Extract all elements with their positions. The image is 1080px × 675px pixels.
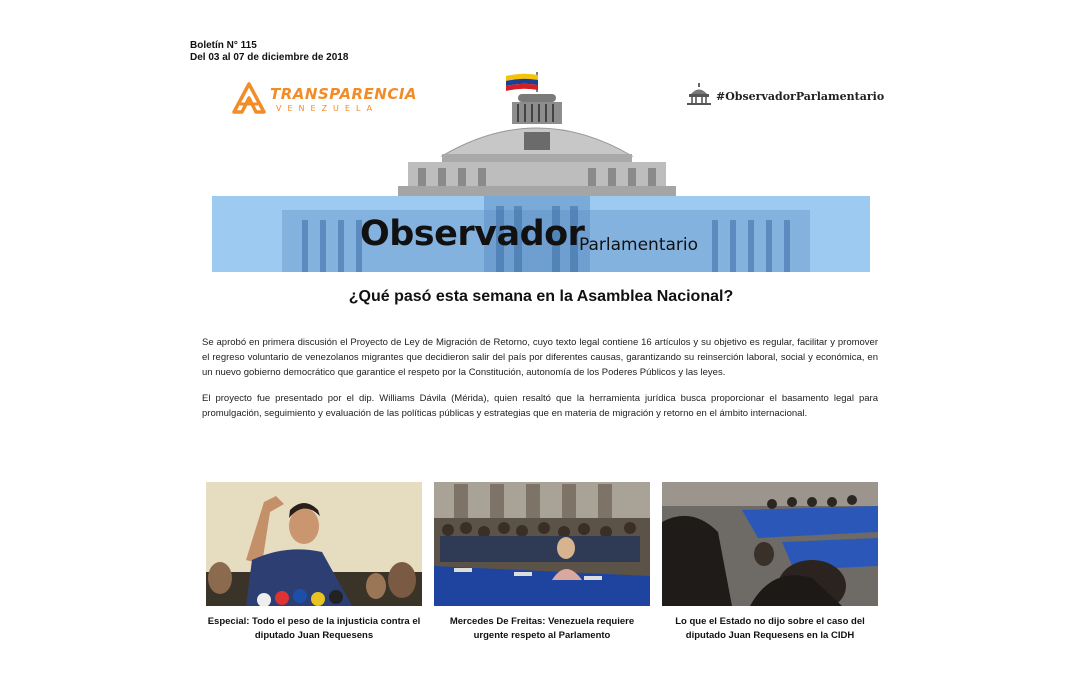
transparencia-logo [232,80,418,116]
news-photo-1[interactable] [206,482,422,606]
banner-title: Observador [360,214,585,254]
news-photo-2[interactable] [434,482,650,606]
logo-title: TRANSPARENCIA [270,85,418,103]
news-caption-3[interactable]: Lo que el Estado no dijo sobre el caso del diputado Juan Requesens en la CIDH [675,616,865,641]
news-caption-1[interactable]: Especial: Todo el peso de la injusticia contra el diputado Juan Requesens [207,616,421,641]
capitol-dome-icon [686,82,712,106]
bulletin-date-range: Del 03 al 07 de diciembre de 2018 [190,52,349,63]
news-photo-3[interactable] [662,482,878,606]
news-caption-2[interactable]: Mercedes De Freitas: Venezuela requiere urgente respeto al Parlamento [449,616,635,641]
logo-subtitle: VENEZUELA [276,104,379,113]
hashtag-text: #ObservadorParlamentario [716,90,885,103]
body-paragraph-1: Se aprobó en primera discusión el Proyecto de Ley de Migración de Retorno, cuyo texto legal contiene 16 artículos y su objetivo es regular, facilitar y promover el regreso voluntario de venezolanos migrantes que decidieron salir del país por diferentes causas, garantizando su reinserción laboral, social y económica, en un nuevo gobierno democrático que garantice el respeto por la Constitución, autonomía de los Poderes Públicos y las leyes. [202,337,878,378]
bulletin-number: Boletín N° 115 [190,40,257,51]
venezuela-flag-icon [506,72,538,92]
bulletin-info [190,40,348,64]
banner-subtitle: Parlamentario [579,235,699,255]
transparencia-logo-mark-icon [232,82,266,114]
body-paragraph-2: El proyecto fue presentado por el dip. Williams Dávila (Mérida), quien resaltó que la herramienta jurídica busca proporcionar el basamento legal para promulgación, seguimiento y evaluación de las políticas públicas y estrategias que en materia de migración y retorno en el ámbito internacional. [202,393,878,419]
section-headline: ¿Qué pasó esta semana en la Asamblea Nacional? [348,288,734,305]
